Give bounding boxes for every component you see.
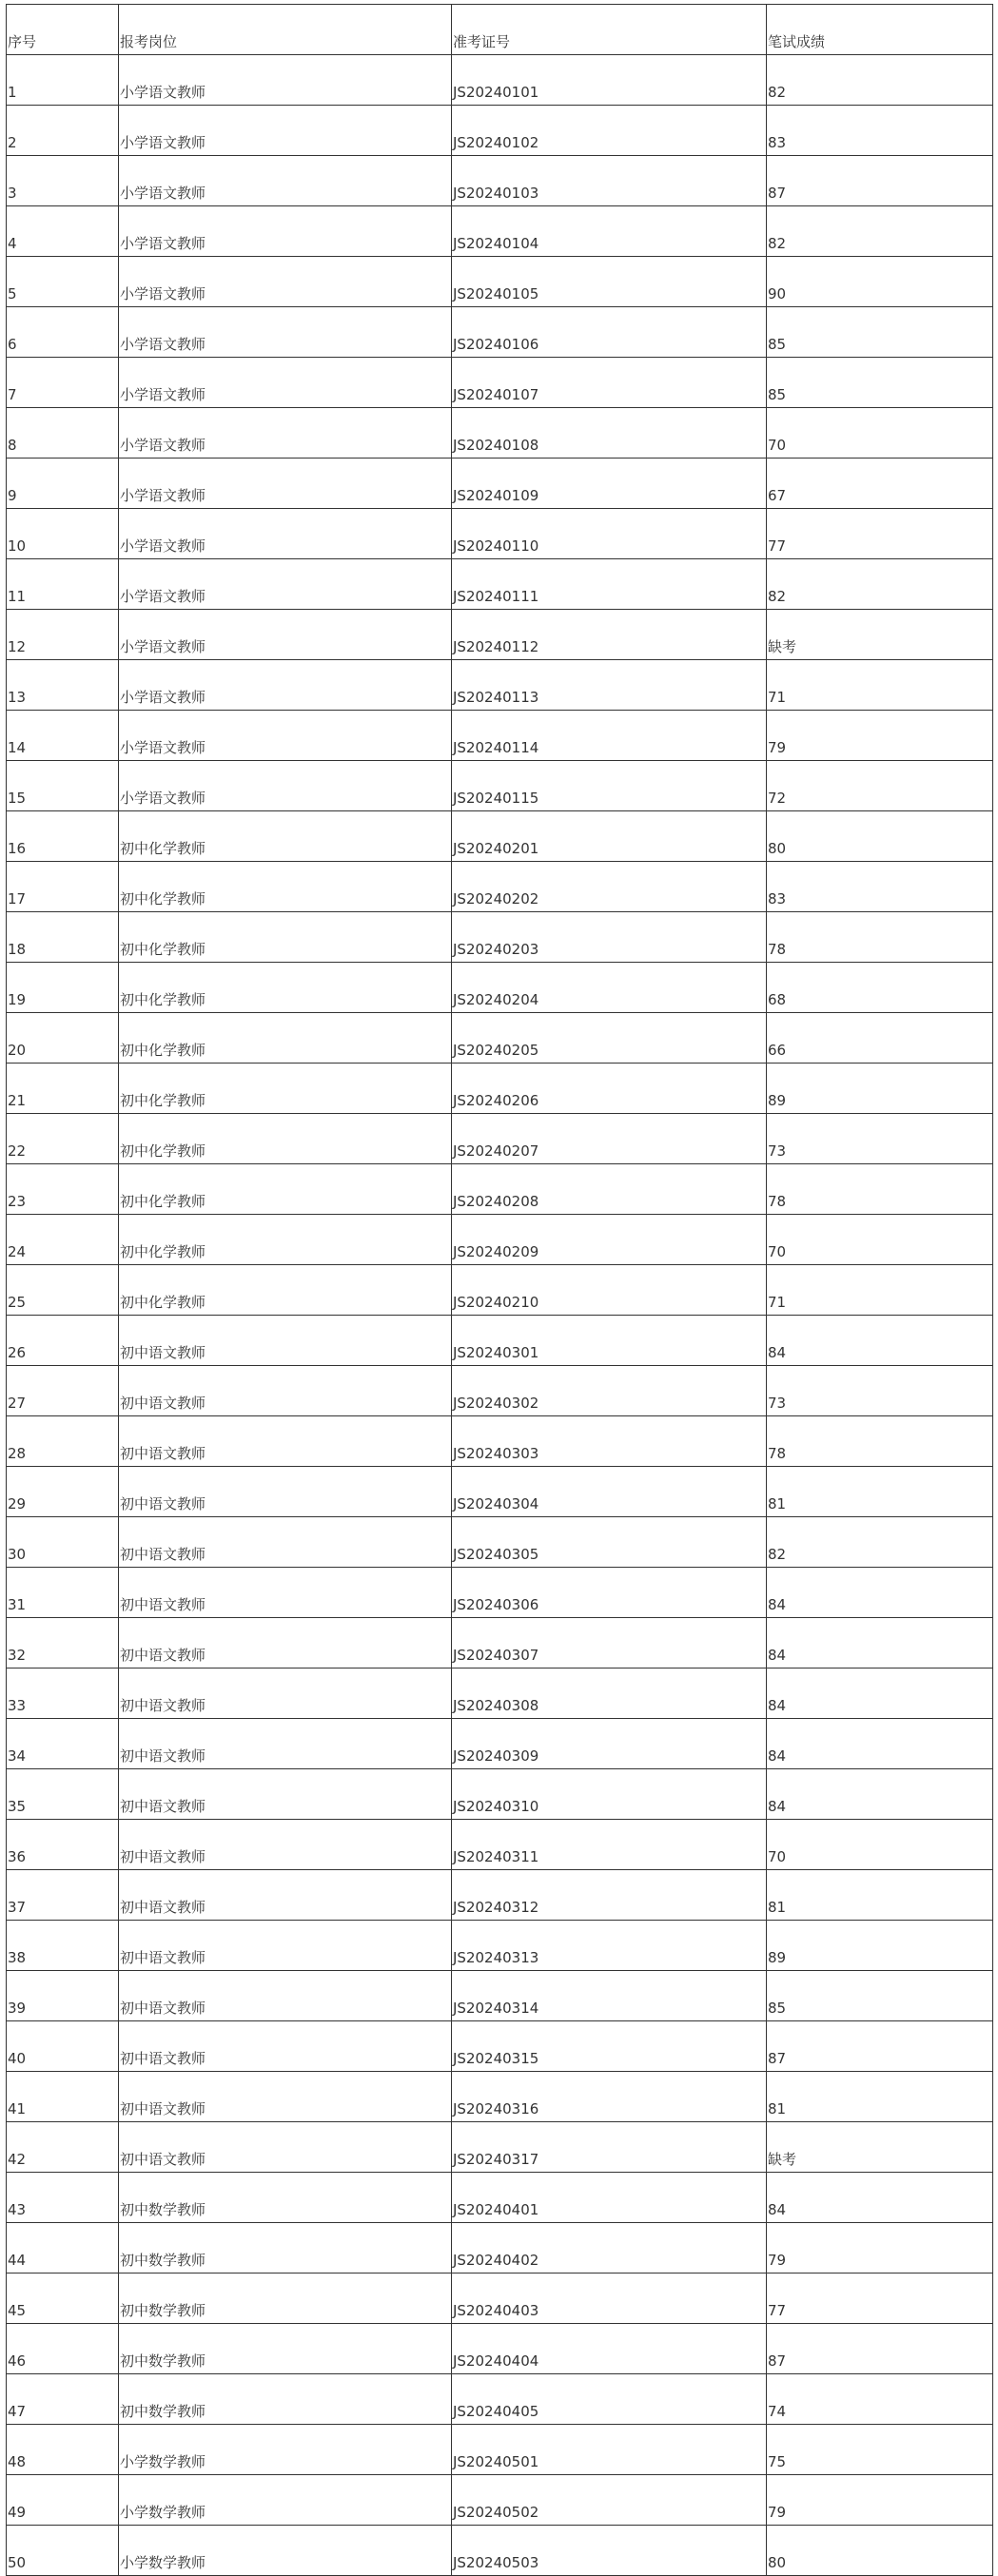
cell-position: 初中数学教师 bbox=[119, 2274, 452, 2324]
table-row bbox=[7, 963, 993, 1013]
table-row bbox=[7, 2122, 993, 2173]
cell-ticket-number: JS20240309 bbox=[452, 1719, 767, 1769]
cell-index: 1 bbox=[7, 55, 119, 106]
cell-index: 16 bbox=[7, 811, 119, 862]
cell-index: 40 bbox=[7, 2021, 119, 2072]
cell-written-score: 73 bbox=[767, 1366, 993, 1416]
cell-position: 初中数学教师 bbox=[119, 2173, 452, 2223]
table-row bbox=[7, 711, 993, 761]
cell-index: 39 bbox=[7, 1971, 119, 2021]
cell-written-score: 82 bbox=[767, 1517, 993, 1568]
header-position: 报考岗位 bbox=[119, 5, 452, 55]
table-row bbox=[7, 2274, 993, 2324]
cell-ticket-number: JS20240307 bbox=[452, 1618, 767, 1669]
table-row bbox=[7, 811, 993, 862]
table-row bbox=[7, 2425, 993, 2475]
cell-index: 24 bbox=[7, 1215, 119, 1265]
cell-index: 32 bbox=[7, 1618, 119, 1669]
cell-position: 初中化学教师 bbox=[119, 862, 452, 912]
cell-position: 小学语文教师 bbox=[119, 257, 452, 307]
cell-position: 初中语文教师 bbox=[119, 1719, 452, 1769]
table-row bbox=[7, 1921, 993, 1971]
table-row bbox=[7, 2072, 993, 2122]
cell-written-score: 83 bbox=[767, 862, 993, 912]
cell-position: 初中语文教师 bbox=[119, 2122, 452, 2173]
cell-position: 小学语文教师 bbox=[119, 761, 452, 811]
cell-position: 初中语文教师 bbox=[119, 1921, 452, 1971]
cell-position: 初中化学教师 bbox=[119, 1215, 452, 1265]
cell-ticket-number: JS20240304 bbox=[452, 1467, 767, 1517]
table-row bbox=[7, 1064, 993, 1114]
cell-position: 初中语文教师 bbox=[119, 1820, 452, 1870]
cell-ticket-number: JS20240306 bbox=[452, 1568, 767, 1618]
cell-ticket-number: JS20240313 bbox=[452, 1921, 767, 1971]
cell-index: 41 bbox=[7, 2072, 119, 2122]
cell-position: 初中化学教师 bbox=[119, 1114, 452, 1164]
cell-index: 10 bbox=[7, 509, 119, 559]
cell-ticket-number: JS20240103 bbox=[452, 156, 767, 206]
table-row bbox=[7, 1820, 993, 1870]
cell-written-score: 84 bbox=[767, 1769, 993, 1820]
table-row bbox=[7, 1669, 993, 1719]
cell-index: 44 bbox=[7, 2223, 119, 2274]
cell-ticket-number: JS20240401 bbox=[452, 2173, 767, 2223]
cell-position: 初中化学教师 bbox=[119, 1265, 452, 1316]
cell-written-score: 70 bbox=[767, 408, 993, 459]
cell-index: 29 bbox=[7, 1467, 119, 1517]
cell-written-score: 89 bbox=[767, 1921, 993, 1971]
cell-position: 小学语文教师 bbox=[119, 307, 452, 358]
cell-position: 初中语文教师 bbox=[119, 1416, 452, 1467]
cell-written-score: 84 bbox=[767, 1719, 993, 1769]
cell-position: 初中语文教师 bbox=[119, 1366, 452, 1416]
cell-index: 12 bbox=[7, 610, 119, 660]
cell-ticket-number: JS20240114 bbox=[452, 711, 767, 761]
table-row bbox=[7, 206, 993, 257]
cell-index: 2 bbox=[7, 106, 119, 156]
cell-index: 8 bbox=[7, 408, 119, 459]
cell-written-score: 81 bbox=[767, 2072, 993, 2122]
table-row bbox=[7, 106, 993, 156]
cell-position: 小学语文教师 bbox=[119, 459, 452, 509]
cell-written-score: 89 bbox=[767, 1064, 993, 1114]
cell-position: 小学语文教师 bbox=[119, 509, 452, 559]
cell-position: 初中语文教师 bbox=[119, 1870, 452, 1921]
cell-position: 小学语文教师 bbox=[119, 55, 452, 106]
cell-position: 初中数学教师 bbox=[119, 2223, 452, 2274]
table-row bbox=[7, 1971, 993, 2021]
cell-index: 5 bbox=[7, 257, 119, 307]
table-row bbox=[7, 2526, 993, 2576]
cell-written-score: 87 bbox=[767, 2324, 993, 2374]
cell-ticket-number: JS20240111 bbox=[452, 559, 767, 610]
score-sheet bbox=[6, 4, 993, 2576]
cell-written-score: 85 bbox=[767, 1971, 993, 2021]
cell-ticket-number: JS20240109 bbox=[452, 459, 767, 509]
cell-position: 小学数学教师 bbox=[119, 2475, 452, 2526]
cell-written-score: 80 bbox=[767, 811, 993, 862]
cell-position: 初中语文教师 bbox=[119, 1669, 452, 1719]
table-row bbox=[7, 559, 993, 610]
cell-ticket-number: JS20240503 bbox=[452, 2526, 767, 2576]
cell-ticket-number: JS20240501 bbox=[452, 2425, 767, 2475]
cell-ticket-number: JS20240305 bbox=[452, 1517, 767, 1568]
cell-ticket-number: JS20240105 bbox=[452, 257, 767, 307]
cell-ticket-number: JS20240115 bbox=[452, 761, 767, 811]
cell-position: 小学语文教师 bbox=[119, 711, 452, 761]
cell-position: 小学语文教师 bbox=[119, 358, 452, 408]
cell-position: 初中化学教师 bbox=[119, 1164, 452, 1215]
cell-index: 6 bbox=[7, 307, 119, 358]
cell-ticket-number: JS20240203 bbox=[452, 912, 767, 963]
cell-index: 14 bbox=[7, 711, 119, 761]
cell-written-score: 84 bbox=[767, 1568, 993, 1618]
cell-written-score: 85 bbox=[767, 358, 993, 408]
cell-position: 小学语文教师 bbox=[119, 156, 452, 206]
cell-index: 45 bbox=[7, 2274, 119, 2324]
cell-position: 初中数学教师 bbox=[119, 2324, 452, 2374]
cell-position: 初中化学教师 bbox=[119, 1064, 452, 1114]
cell-ticket-number: JS20240208 bbox=[452, 1164, 767, 1215]
cell-index: 11 bbox=[7, 559, 119, 610]
cell-ticket-number: JS20240404 bbox=[452, 2324, 767, 2374]
table-row bbox=[7, 1719, 993, 1769]
cell-written-score: 77 bbox=[767, 509, 993, 559]
cell-position: 小学语文教师 bbox=[119, 206, 452, 257]
cell-index: 28 bbox=[7, 1416, 119, 1467]
cell-ticket-number: JS20240310 bbox=[452, 1769, 767, 1820]
cell-ticket-number: JS20240107 bbox=[452, 358, 767, 408]
cell-written-score: 84 bbox=[767, 1618, 993, 1669]
cell-index: 46 bbox=[7, 2324, 119, 2374]
cell-ticket-number: JS20240302 bbox=[452, 1366, 767, 1416]
cell-index: 21 bbox=[7, 1064, 119, 1114]
cell-index: 17 bbox=[7, 862, 119, 912]
cell-written-score: 83 bbox=[767, 106, 993, 156]
cell-ticket-number: JS20240402 bbox=[452, 2223, 767, 2274]
cell-index: 27 bbox=[7, 1366, 119, 1416]
cell-written-score: 84 bbox=[767, 1316, 993, 1366]
cell-ticket-number: JS20240201 bbox=[452, 811, 767, 862]
cell-written-score: 缺考 bbox=[767, 2122, 993, 2173]
cell-position: 初中语文教师 bbox=[119, 1316, 452, 1366]
cell-written-score: 78 bbox=[767, 912, 993, 963]
cell-index: 7 bbox=[7, 358, 119, 408]
table-row bbox=[7, 358, 993, 408]
cell-ticket-number: JS20240403 bbox=[452, 2274, 767, 2324]
cell-written-score: 73 bbox=[767, 1114, 993, 1164]
cell-index: 18 bbox=[7, 912, 119, 963]
cell-ticket-number: JS20240317 bbox=[452, 2122, 767, 2173]
table-row bbox=[7, 660, 993, 711]
cell-written-score: 70 bbox=[767, 1820, 993, 1870]
table-row bbox=[7, 1366, 993, 1416]
cell-written-score: 68 bbox=[767, 963, 993, 1013]
cell-written-score: 82 bbox=[767, 55, 993, 106]
cell-ticket-number: JS20240106 bbox=[452, 307, 767, 358]
cell-written-score: 71 bbox=[767, 660, 993, 711]
table-row bbox=[7, 1769, 993, 1820]
table-row bbox=[7, 156, 993, 206]
cell-index: 23 bbox=[7, 1164, 119, 1215]
score-table bbox=[6, 4, 993, 2576]
cell-written-score: 79 bbox=[767, 711, 993, 761]
cell-index: 35 bbox=[7, 1769, 119, 1820]
cell-ticket-number: JS20240204 bbox=[452, 963, 767, 1013]
cell-position: 小学语文教师 bbox=[119, 610, 452, 660]
header-ticket-number: 准考证号 bbox=[452, 5, 767, 55]
cell-position: 小学语文教师 bbox=[119, 660, 452, 711]
table-row bbox=[7, 912, 993, 963]
cell-index: 43 bbox=[7, 2173, 119, 2223]
cell-written-score: 81 bbox=[767, 1870, 993, 1921]
cell-index: 3 bbox=[7, 156, 119, 206]
cell-index: 36 bbox=[7, 1820, 119, 1870]
cell-position: 初中化学教师 bbox=[119, 1013, 452, 1064]
cell-index: 15 bbox=[7, 761, 119, 811]
cell-ticket-number: JS20240202 bbox=[452, 862, 767, 912]
cell-ticket-number: JS20240314 bbox=[452, 1971, 767, 2021]
table-row bbox=[7, 2021, 993, 2072]
cell-position: 初中语文教师 bbox=[119, 1568, 452, 1618]
cell-position: 初中语文教师 bbox=[119, 2072, 452, 2122]
cell-index: 22 bbox=[7, 1114, 119, 1164]
cell-ticket-number: JS20240112 bbox=[452, 610, 767, 660]
cell-written-score: 78 bbox=[767, 1164, 993, 1215]
cell-position: 小学数学教师 bbox=[119, 2526, 452, 2576]
cell-position: 小学语文教师 bbox=[119, 408, 452, 459]
table-row bbox=[7, 1568, 993, 1618]
table-row bbox=[7, 408, 993, 459]
cell-ticket-number: JS20240209 bbox=[452, 1215, 767, 1265]
cell-written-score: 77 bbox=[767, 2274, 993, 2324]
cell-index: 20 bbox=[7, 1013, 119, 1064]
cell-position: 初中语文教师 bbox=[119, 1618, 452, 1669]
cell-ticket-number: JS20240405 bbox=[452, 2374, 767, 2425]
cell-ticket-number: JS20240207 bbox=[452, 1114, 767, 1164]
cell-written-score: 82 bbox=[767, 559, 993, 610]
table-row bbox=[7, 459, 993, 509]
table-row bbox=[7, 610, 993, 660]
table-row bbox=[7, 1316, 993, 1366]
cell-index: 4 bbox=[7, 206, 119, 257]
table-row bbox=[7, 2324, 993, 2374]
table-row bbox=[7, 1467, 993, 1517]
cell-written-score: 82 bbox=[767, 206, 993, 257]
cell-ticket-number: JS20240210 bbox=[452, 1265, 767, 1316]
cell-written-score: 67 bbox=[767, 459, 993, 509]
cell-ticket-number: JS20240311 bbox=[452, 1820, 767, 1870]
cell-written-score: 缺考 bbox=[767, 610, 993, 660]
cell-position: 初中语文教师 bbox=[119, 1467, 452, 1517]
table-row bbox=[7, 1517, 993, 1568]
cell-index: 47 bbox=[7, 2374, 119, 2425]
table-row bbox=[7, 1114, 993, 1164]
cell-index: 48 bbox=[7, 2425, 119, 2475]
cell-index: 37 bbox=[7, 1870, 119, 1921]
cell-written-score: 84 bbox=[767, 1669, 993, 1719]
cell-written-score: 85 bbox=[767, 307, 993, 358]
table-row bbox=[7, 1416, 993, 1467]
cell-written-score: 79 bbox=[767, 2223, 993, 2274]
cell-index: 19 bbox=[7, 963, 119, 1013]
table-row bbox=[7, 1013, 993, 1064]
cell-ticket-number: JS20240108 bbox=[452, 408, 767, 459]
cell-ticket-number: JS20240101 bbox=[452, 55, 767, 106]
table-row bbox=[7, 1164, 993, 1215]
cell-index: 9 bbox=[7, 459, 119, 509]
cell-index: 30 bbox=[7, 1517, 119, 1568]
cell-index: 38 bbox=[7, 1921, 119, 1971]
cell-position: 初中语文教师 bbox=[119, 1769, 452, 1820]
cell-index: 31 bbox=[7, 1568, 119, 1618]
table-row bbox=[7, 2374, 993, 2425]
cell-ticket-number: JS20240316 bbox=[452, 2072, 767, 2122]
table-row bbox=[7, 1870, 993, 1921]
cell-written-score: 75 bbox=[767, 2425, 993, 2475]
header-row bbox=[7, 5, 993, 55]
cell-ticket-number: JS20240113 bbox=[452, 660, 767, 711]
cell-position: 初中化学教师 bbox=[119, 912, 452, 963]
table-row bbox=[7, 509, 993, 559]
cell-written-score: 81 bbox=[767, 1467, 993, 1517]
cell-written-score: 87 bbox=[767, 156, 993, 206]
cell-ticket-number: JS20240205 bbox=[452, 1013, 767, 1064]
table-row bbox=[7, 2475, 993, 2526]
cell-ticket-number: JS20240206 bbox=[452, 1064, 767, 1114]
cell-index: 33 bbox=[7, 1669, 119, 1719]
cell-index: 42 bbox=[7, 2122, 119, 2173]
cell-position: 初中语文教师 bbox=[119, 1971, 452, 2021]
cell-ticket-number: JS20240110 bbox=[452, 509, 767, 559]
cell-index: 49 bbox=[7, 2475, 119, 2526]
cell-position: 小学数学教师 bbox=[119, 2425, 452, 2475]
cell-written-score: 74 bbox=[767, 2374, 993, 2425]
table-row bbox=[7, 761, 993, 811]
cell-ticket-number: JS20240102 bbox=[452, 106, 767, 156]
table-row bbox=[7, 1215, 993, 1265]
table-row bbox=[7, 307, 993, 358]
cell-written-score: 80 bbox=[767, 2526, 993, 2576]
cell-written-score: 71 bbox=[767, 1265, 993, 1316]
cell-written-score: 87 bbox=[767, 2021, 993, 2072]
cell-index: 34 bbox=[7, 1719, 119, 1769]
cell-position: 小学语文教师 bbox=[119, 559, 452, 610]
table-row bbox=[7, 2223, 993, 2274]
table-row bbox=[7, 1265, 993, 1316]
cell-position: 小学语文教师 bbox=[119, 106, 452, 156]
cell-ticket-number: JS20240315 bbox=[452, 2021, 767, 2072]
cell-written-score: 79 bbox=[767, 2475, 993, 2526]
cell-position: 初中数学教师 bbox=[119, 2374, 452, 2425]
header-index: 序号 bbox=[7, 5, 119, 55]
table-row bbox=[7, 1618, 993, 1669]
cell-position: 初中语文教师 bbox=[119, 1517, 452, 1568]
table-row bbox=[7, 2173, 993, 2223]
cell-ticket-number: JS20240104 bbox=[452, 206, 767, 257]
cell-position: 初中语文教师 bbox=[119, 2021, 452, 2072]
cell-index: 50 bbox=[7, 2526, 119, 2576]
cell-position: 初中化学教师 bbox=[119, 811, 452, 862]
cell-written-score: 66 bbox=[767, 1013, 993, 1064]
cell-written-score: 72 bbox=[767, 761, 993, 811]
cell-written-score: 70 bbox=[767, 1215, 993, 1265]
table-body bbox=[7, 55, 993, 2576]
cell-written-score: 90 bbox=[767, 257, 993, 307]
cell-position: 初中化学教师 bbox=[119, 963, 452, 1013]
cell-ticket-number: JS20240502 bbox=[452, 2475, 767, 2526]
cell-ticket-number: JS20240301 bbox=[452, 1316, 767, 1366]
cell-index: 25 bbox=[7, 1265, 119, 1316]
cell-index: 26 bbox=[7, 1316, 119, 1366]
cell-index: 13 bbox=[7, 660, 119, 711]
cell-ticket-number: JS20240308 bbox=[452, 1669, 767, 1719]
table-row bbox=[7, 55, 993, 106]
cell-written-score: 78 bbox=[767, 1416, 993, 1467]
cell-ticket-number: JS20240312 bbox=[452, 1870, 767, 1921]
table-row bbox=[7, 862, 993, 912]
header-written-score: 笔试成绩 bbox=[767, 5, 993, 55]
cell-written-score: 84 bbox=[767, 2173, 993, 2223]
table-row bbox=[7, 257, 993, 307]
cell-ticket-number: JS20240303 bbox=[452, 1416, 767, 1467]
